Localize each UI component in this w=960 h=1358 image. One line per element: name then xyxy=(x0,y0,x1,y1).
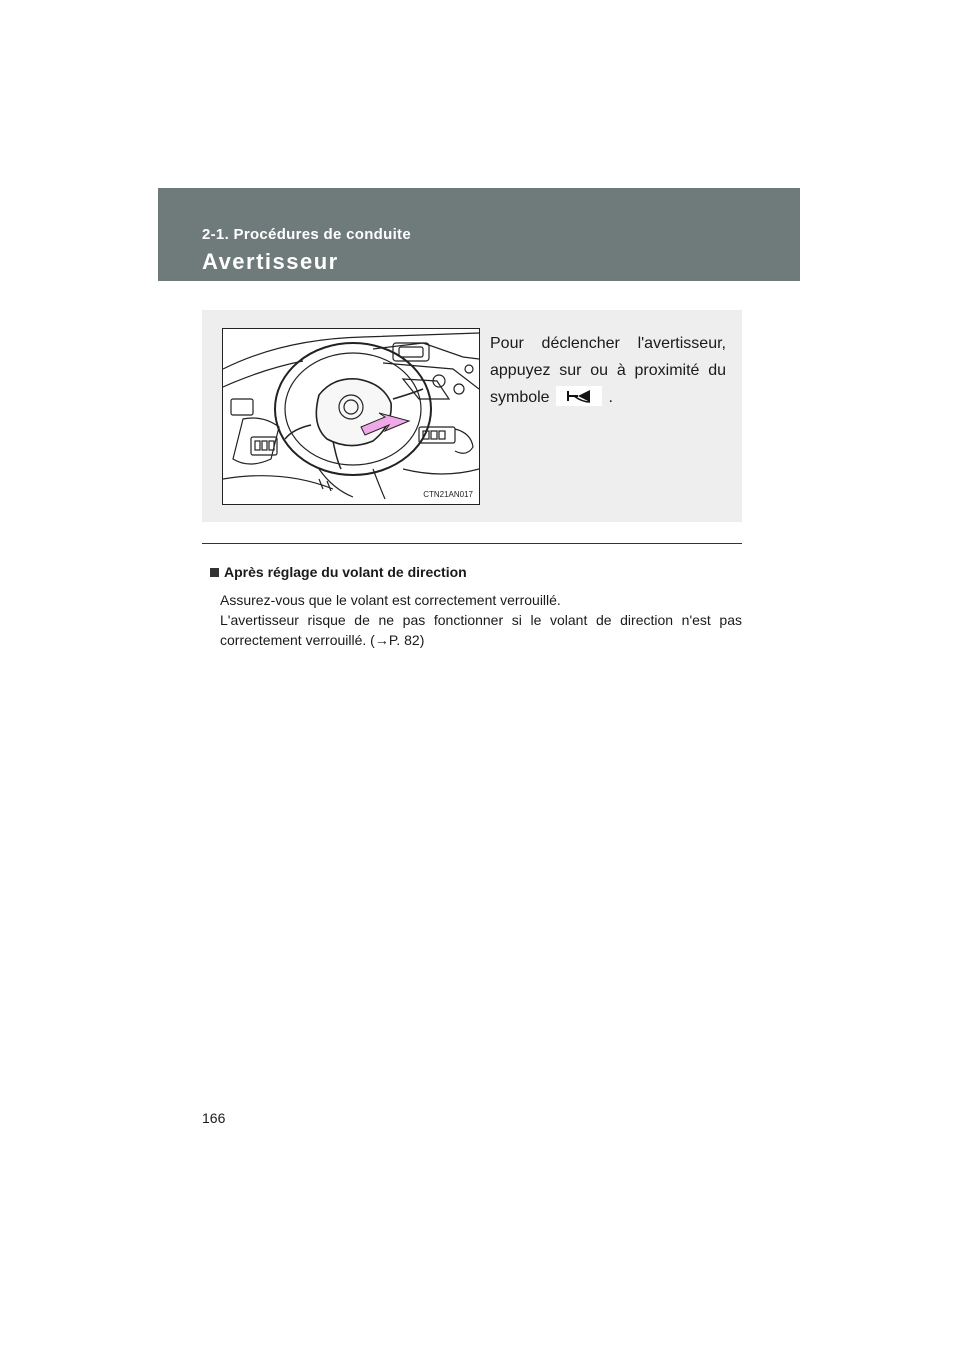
note-line-2: L'avertisseur risque de ne pas fonctionner si le volant de direction n'est pas xyxy=(220,612,742,628)
steering-wheel-illustration xyxy=(222,328,480,505)
page-title: Avertisseur xyxy=(202,249,339,274)
instruction-line-1: Pour déclencher l'avertisseur, xyxy=(490,335,726,352)
instruction-line-3 xyxy=(490,384,726,411)
section-divider xyxy=(202,543,742,544)
figure-code: CTN21AN017 xyxy=(423,490,473,499)
note-block xyxy=(210,563,742,650)
bullet-square-icon xyxy=(210,568,219,577)
page-number: 166 xyxy=(202,1110,226,1126)
steering-wheel-drawing xyxy=(223,329,479,504)
note-body xyxy=(220,590,742,650)
instruction-line-2: appuyez sur ou à proximité du xyxy=(490,362,726,379)
instruction-symbol-suffix: . xyxy=(608,389,613,406)
note-line-1: Assurez-vous que le volant est correctement verrouillé. xyxy=(220,592,561,608)
note-line-3: correctement verrouillé. (→P. 82) xyxy=(220,632,425,648)
section-label: 2-1. Procédures de conduite xyxy=(202,226,411,243)
note-heading-text: Après réglage du volant de direction xyxy=(224,564,467,580)
note-heading xyxy=(210,563,742,581)
instruction-symbol-prefix: symbole xyxy=(490,389,550,406)
figure-instruction xyxy=(490,330,726,411)
figure-panel xyxy=(202,310,742,522)
horn-icon xyxy=(556,386,602,406)
